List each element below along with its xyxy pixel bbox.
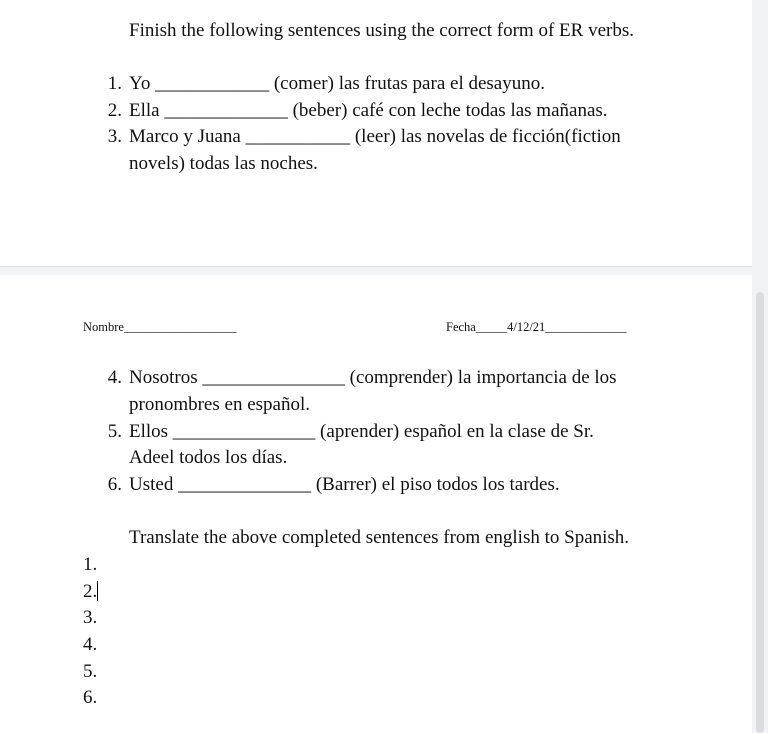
sentence-5-cont: Adeel todos los días. xyxy=(129,447,288,468)
sentence-1: Yo ____________ (comer) las frutas para el desayuno. xyxy=(129,73,545,94)
fecha-field: Fecha_____4/12/21_____________ xyxy=(446,320,627,334)
answer-line-3[interactable]: 3. xyxy=(83,607,98,628)
text-cursor xyxy=(97,581,98,601)
sentence-5: Ellos _______________ (aprender) español en la clase de Sr. xyxy=(129,421,594,442)
list-number: 6. xyxy=(107,474,122,495)
scrollbar-thumb[interactable] xyxy=(756,292,764,733)
document-page-2 xyxy=(0,275,752,733)
sentence-3-cont: novels) todas las noches. xyxy=(129,153,318,174)
sentence-3: Marco y Juana ___________ (leer) las novelas de ficción(fiction xyxy=(129,126,621,147)
list-number: 4. xyxy=(107,367,122,388)
sentence-4: Nosotros _______________ (comprender) la importancia de los xyxy=(129,367,617,388)
answer-line-6[interactable]: 6. xyxy=(83,687,98,708)
sentence-6: Usted ______________ (Barrer) el piso todos los tardes. xyxy=(129,474,560,495)
list-number: 1. xyxy=(107,73,122,94)
answer-line-1[interactable]: 1. xyxy=(83,554,98,575)
instruction-translate: Translate the above completed sentences from english to Spanish. xyxy=(129,527,630,548)
answer-line-5[interactable]: 5. xyxy=(83,661,98,682)
page-break xyxy=(0,266,768,275)
list-number: 3. xyxy=(107,126,122,147)
list-number: 5. xyxy=(107,421,122,442)
sentence-4-cont: pronombres en español. xyxy=(129,394,310,415)
nombre-field: Nombre__________________ xyxy=(83,320,237,334)
instruction-er-verbs: Finish the following sentences using the correct form of ER verbs. xyxy=(129,20,634,41)
list-number: 2. xyxy=(107,100,122,121)
sentence-2: Ella _____________ (beber) café con leche todas las mañanas. xyxy=(129,100,608,121)
answer-line-4[interactable]: 4. xyxy=(83,634,98,655)
answer-line-2[interactable]: 2. xyxy=(83,581,98,602)
